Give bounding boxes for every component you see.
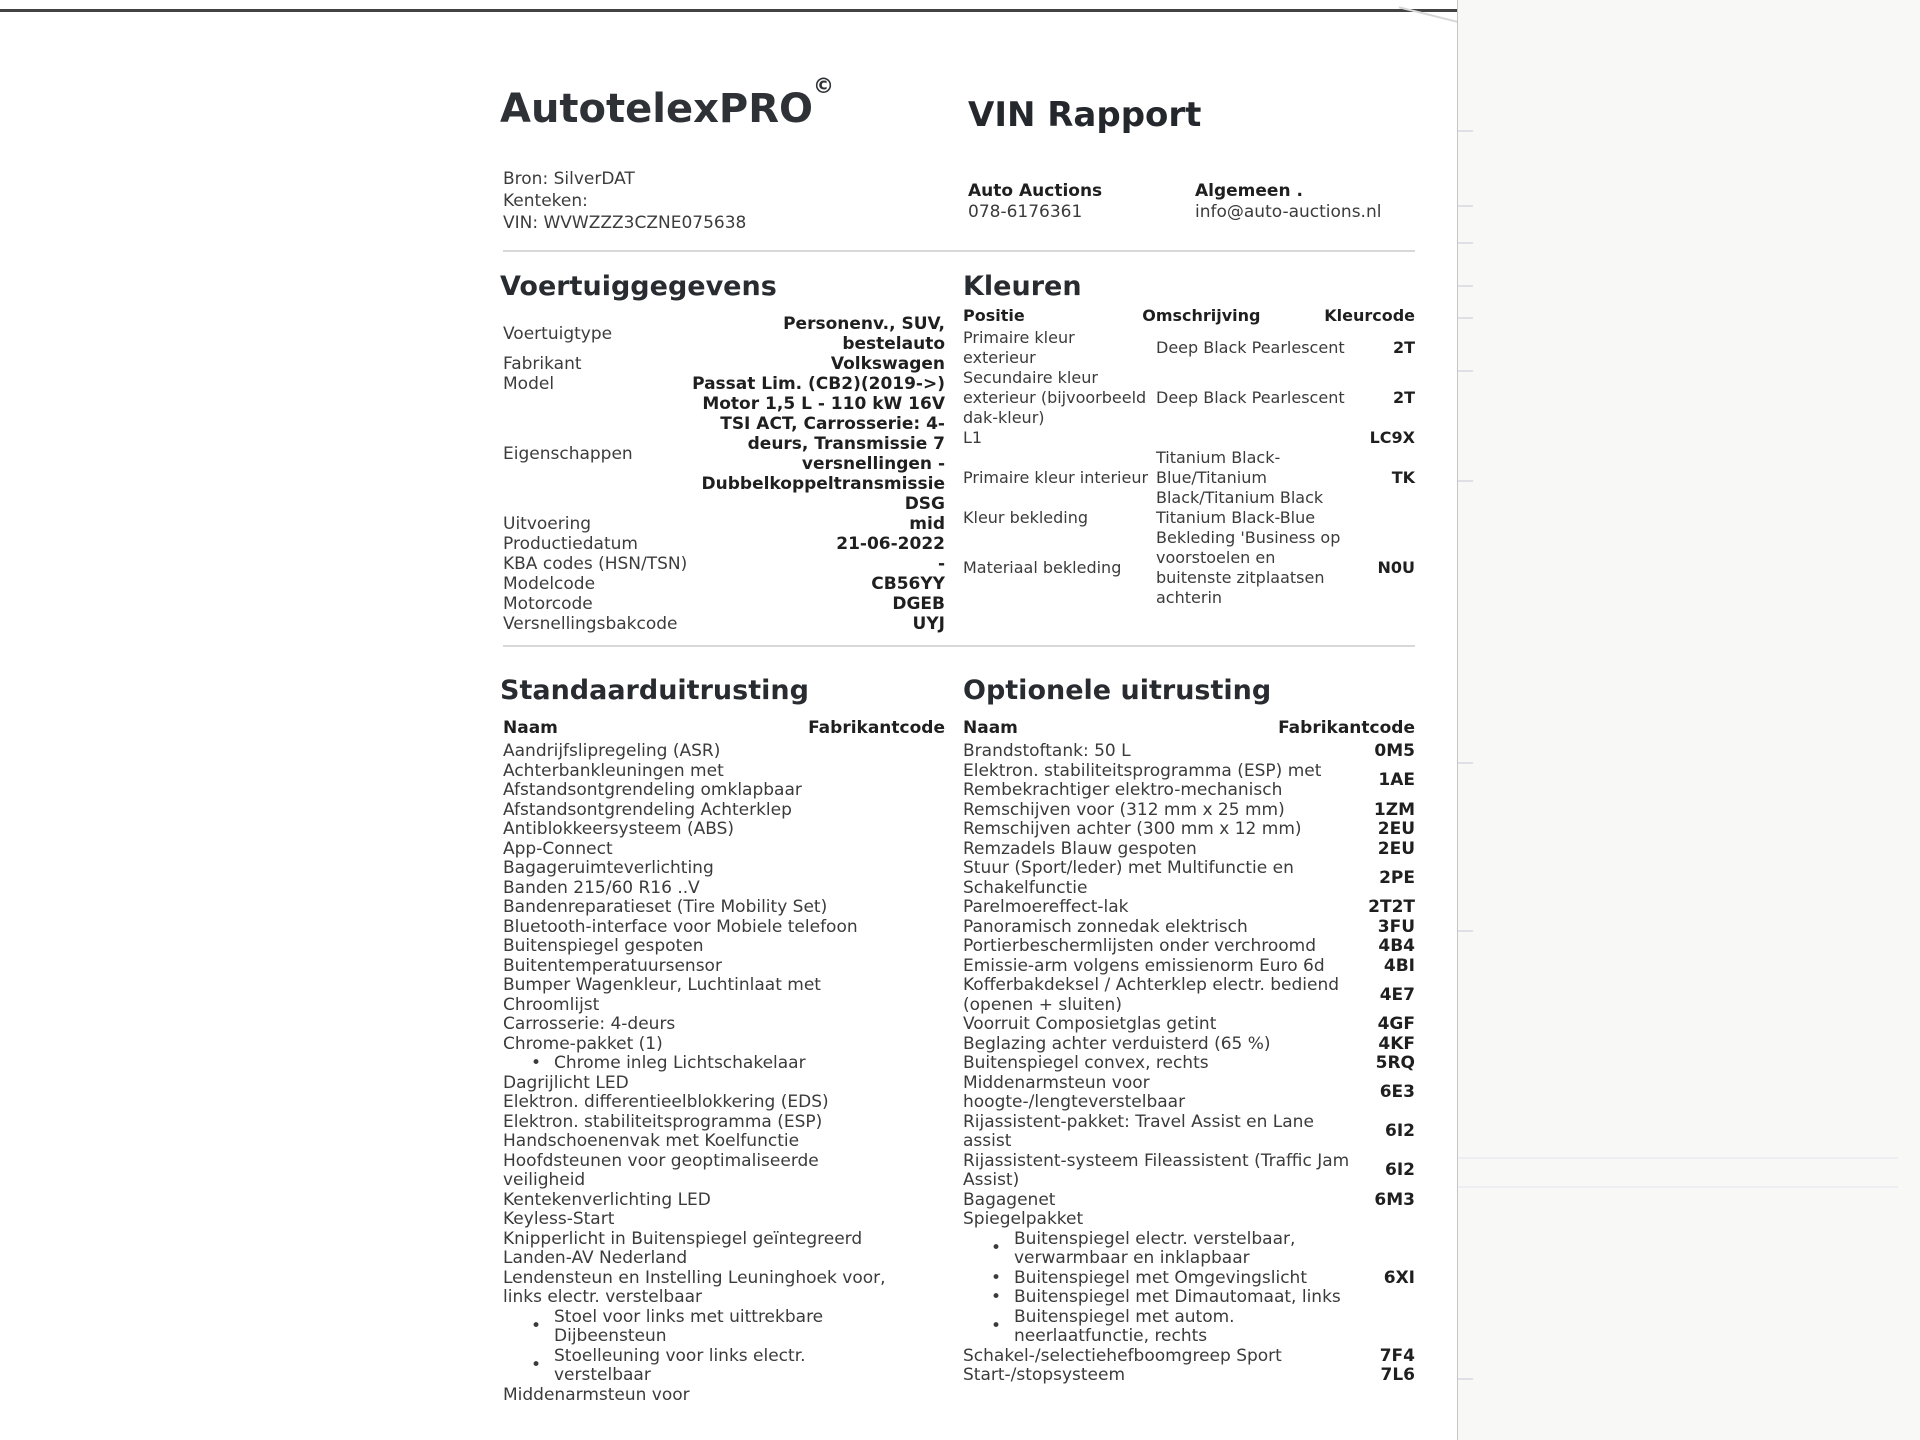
equipment-item-name: Knipperlicht in Buitenspiegel geïntegreerd bbox=[503, 1228, 863, 1249]
scan-right-margin bbox=[1457, 0, 1920, 1440]
vehicle-data-row bbox=[503, 354, 945, 374]
equipment-item-row bbox=[963, 820, 1415, 840]
equipment-item-name: Banden 215/60 R16 ..V bbox=[503, 877, 700, 898]
equipment-item-name: Remschijven achter (300 mm x 12 mm) bbox=[963, 819, 1302, 839]
equipment-item-row bbox=[503, 1035, 945, 1055]
equipment-subitem-row bbox=[503, 1308, 945, 1347]
bullet-icon: • bbox=[991, 1287, 1002, 1307]
equipment-item bbox=[503, 957, 945, 977]
colors-table-row bbox=[963, 508, 1415, 528]
equipment-item-name: Start-/stopsysteem bbox=[963, 1365, 1126, 1385]
vehicle-data-table bbox=[503, 314, 945, 634]
color-description: Deep Black Pearlescent bbox=[1156, 388, 1345, 407]
equipment-item-code: 6I2 bbox=[1385, 1121, 1415, 1142]
vehicle-data-value: DGEB bbox=[892, 594, 945, 614]
equipment-item bbox=[963, 1113, 1415, 1152]
equipment-item-name: Panoramisch zonnedak elektrisch bbox=[963, 916, 1248, 937]
equipment-item bbox=[963, 1054, 1415, 1074]
contact-block bbox=[968, 181, 1381, 223]
equipment-item-row bbox=[503, 957, 945, 977]
vehicle-data-value: - bbox=[937, 554, 945, 574]
equipment-item-row bbox=[963, 918, 1415, 938]
equipment-subitem-name: Buitenspiegel met Omgevingslicht bbox=[1014, 1267, 1307, 1288]
optional-name-header: Naam bbox=[963, 718, 1018, 738]
equipment-item-name: Keyless-Start bbox=[503, 1209, 615, 1229]
equipment-item bbox=[963, 1015, 1415, 1035]
vehicle-section-title: Voertuiggegevens bbox=[500, 271, 777, 302]
equipment-item bbox=[503, 918, 945, 938]
vehicle-data-value: Passat Lim. (CB2)(2019->) bbox=[692, 374, 945, 394]
colors-table-row bbox=[963, 368, 1415, 428]
colors-table-row bbox=[963, 428, 1415, 448]
vehicle-data-value: 21-06-2022 bbox=[836, 534, 945, 554]
scan-artifact-tick bbox=[1458, 242, 1473, 244]
colors-table bbox=[963, 306, 1415, 608]
equipment-item bbox=[503, 1210, 945, 1230]
vehicle-data-row bbox=[503, 614, 945, 634]
contact-email: info@auto-auctions.nl bbox=[1195, 202, 1382, 222]
equipment-item-name: Rijassistent-systeem Fileassistent (Traffic Jam Assist) bbox=[963, 1150, 1350, 1190]
vehicle-data-label: Versnellingsbakcode bbox=[503, 614, 678, 634]
equipment-item bbox=[503, 801, 945, 821]
standard-equipment-list bbox=[503, 742, 945, 1405]
equipment-item-row bbox=[503, 937, 945, 957]
vehicle-data-row bbox=[503, 574, 945, 594]
equipment-item-row bbox=[503, 1015, 945, 1035]
colors-header-description: Omschrijving bbox=[1142, 306, 1261, 325]
vehicle-data-row bbox=[503, 554, 945, 574]
color-code: LC9X bbox=[1369, 428, 1415, 447]
equipment-item bbox=[503, 976, 945, 1015]
equipment-item bbox=[963, 1152, 1415, 1191]
contact-department: Algemeen . bbox=[1195, 181, 1303, 201]
equipment-item-name: Brandstoftank: 50 L bbox=[963, 741, 1131, 761]
equipment-item bbox=[503, 898, 945, 918]
equipment-item-row bbox=[503, 1132, 945, 1152]
equipment-item-row bbox=[503, 1269, 945, 1308]
scan-artifact-tick bbox=[1458, 480, 1473, 482]
equipment-item-code: 6M3 bbox=[1374, 1189, 1415, 1210]
equipment-item-row bbox=[503, 859, 945, 879]
vehicle-data-value: Personenv., SUV, bestelauto bbox=[783, 314, 945, 354]
equipment-item-code: 7F4 bbox=[1379, 1345, 1415, 1366]
equipment-item-row bbox=[503, 1113, 945, 1133]
equipment-item-name: Portierbeschermlijsten onder verchroomd bbox=[963, 936, 1316, 956]
equipment-subitem-name: Buitenspiegel electr. verstelbaar, verwarmbaar en inklapbaar bbox=[1014, 1228, 1296, 1268]
equipment-item bbox=[963, 762, 1415, 801]
vehicle-data-label: KBA codes (HSN/TSN) bbox=[503, 554, 688, 574]
equipment-subitem-code: 6XI bbox=[1383, 1267, 1415, 1288]
vehicle-data-label: Motorcode bbox=[503, 594, 593, 614]
equipment-item-name: Remzadels Blauw gespoten bbox=[963, 838, 1197, 859]
standard-name-header: Naam bbox=[503, 718, 558, 738]
equipment-item-row bbox=[963, 1113, 1415, 1152]
equipment-item-row bbox=[503, 801, 945, 821]
equipment-subitem-row bbox=[963, 1288, 1415, 1308]
equipment-item bbox=[963, 801, 1415, 821]
vehicle-data-label: Productiedatum bbox=[503, 534, 638, 554]
equipment-item-code: 6E3 bbox=[1379, 1082, 1415, 1103]
equipment-item-row bbox=[503, 879, 945, 899]
equipment-item-row bbox=[963, 801, 1415, 821]
equipment-item-row bbox=[963, 957, 1415, 977]
equipment-item-name: Beglazing achter verduisterd (65 %) bbox=[963, 1033, 1271, 1054]
vehicle-data-label: Voertuigtype bbox=[503, 324, 613, 344]
equipment-item-row bbox=[503, 1249, 945, 1269]
equipment-item bbox=[503, 1249, 945, 1269]
vehicle-data-value: CB56YY bbox=[871, 574, 945, 594]
equipment-item-name: Elektron. stabiliteitsprogramma (ESP) met Rembekrachtiger elektro-mechanisch bbox=[963, 760, 1322, 800]
equipment-subitem-row bbox=[503, 1054, 945, 1074]
equipment-item bbox=[503, 840, 945, 860]
equipment-item bbox=[963, 1347, 1415, 1367]
equipment-item-row bbox=[503, 1386, 945, 1406]
equipment-item-row bbox=[963, 1054, 1415, 1074]
color-code: TK bbox=[1391, 468, 1415, 487]
color-description: Bekleding 'Business op voorstoelen en buitenste zitplaatsen achterin bbox=[1156, 528, 1341, 607]
equipment-item bbox=[963, 937, 1415, 957]
equipment-item-row bbox=[963, 742, 1415, 762]
source-info-line: VIN: WVWZZZ3CZNE075638 bbox=[503, 213, 747, 233]
equipment-item-name: Spiegelpakket bbox=[963, 1209, 1084, 1229]
equipment-item bbox=[963, 1074, 1415, 1113]
vehicle-data-row bbox=[503, 594, 945, 614]
equipment-item-code: 1AE bbox=[1378, 770, 1415, 791]
equipment-item bbox=[503, 1152, 945, 1191]
vehicle-data-label: Uitvoering bbox=[503, 514, 592, 534]
colors-table-row bbox=[963, 328, 1415, 368]
equipment-item-name: Achterbankleuningen met Afstandsontgrendeling omklapbaar bbox=[503, 760, 802, 800]
equipment-item-row bbox=[963, 1191, 1415, 1211]
scan-artifact-tick bbox=[1458, 762, 1473, 764]
color-position: Kleur bekleding bbox=[963, 508, 1089, 527]
standard-equipment-title: Standaarduitrusting bbox=[500, 675, 809, 706]
equipment-item bbox=[503, 820, 945, 840]
equipment-item-row bbox=[963, 840, 1415, 860]
copyright-icon: © bbox=[813, 73, 835, 98]
equipment-item bbox=[963, 957, 1415, 977]
equipment-subitem-name: Chrome inleg Lichtschakelaar bbox=[554, 1053, 806, 1073]
optional-equipment-header bbox=[963, 718, 1415, 738]
bullet-icon: • bbox=[991, 1316, 1002, 1337]
equipment-item-name: Bandenreparatieset (Tire Mobility Set) bbox=[503, 897, 828, 917]
equipment-item-code: 0M5 bbox=[1374, 741, 1415, 761]
equipment-item-name: Kofferbakdeksel / Achterklep electr. bediend (openen + sluiten) bbox=[963, 975, 1340, 1015]
equipment-item-row bbox=[503, 820, 945, 840]
equipment-item-code: 4BI bbox=[1383, 955, 1415, 976]
vehicle-data-row bbox=[503, 534, 945, 554]
scan-artifact-tick bbox=[1458, 130, 1473, 132]
equipment-item-name: Antiblokkeersysteem (ABS) bbox=[503, 819, 735, 839]
vehicle-data-value: Motor 1,5 L - 110 kW 16V TSI ACT, Carrosserie: 4-deurs, Transmissie 7 versnellingen - Dubbelkoppeltransmissie DSG bbox=[701, 394, 945, 514]
equipment-item-row bbox=[963, 1152, 1415, 1191]
equipment-item-name: Kentekenverlichting LED bbox=[503, 1189, 711, 1210]
optional-equipment-list bbox=[963, 742, 1415, 1386]
bullet-icon: • bbox=[531, 1316, 542, 1337]
equipment-item-row bbox=[963, 976, 1415, 1015]
equipment-item bbox=[963, 976, 1415, 1015]
equipment-item-name: Afstandsontgrendeling Achterklep bbox=[503, 799, 792, 820]
bullet-icon: • bbox=[531, 1053, 542, 1073]
bullet-icon: • bbox=[531, 1355, 542, 1376]
contact-general-column bbox=[1195, 181, 1381, 223]
standard-equipment-header bbox=[503, 718, 945, 738]
scan-artifact-line bbox=[1458, 1157, 1898, 1159]
equipment-item-row bbox=[503, 1191, 945, 1211]
vehicle-data-value: Volkswagen bbox=[830, 354, 945, 374]
bullet-icon: • bbox=[991, 1238, 1002, 1259]
color-description: Deep Black Pearlescent bbox=[1156, 338, 1345, 357]
scan-artifact-tick bbox=[1458, 930, 1473, 932]
equipment-item-row bbox=[503, 1152, 945, 1191]
equipment-item-name: Rijassistent-pakket: Travel Assist en Lane assist bbox=[963, 1111, 1314, 1151]
equipment-item-code: 4E7 bbox=[1379, 984, 1415, 1005]
optional-equipment-title: Optionele uitrusting bbox=[963, 675, 1272, 706]
equipment-item-row bbox=[963, 762, 1415, 801]
color-description: Titanium Black-Blue/Titanium Black/Titanium Black bbox=[1156, 448, 1324, 507]
equipment-item-name: Chrome-pakket (1) bbox=[503, 1033, 663, 1054]
contact-phone: 078-6176361 bbox=[968, 202, 1083, 222]
equipment-item bbox=[503, 1015, 945, 1035]
equipment-item-name: Middenarmsteun voor hoogte-/lengteverstelbaar bbox=[963, 1072, 1186, 1112]
vehicle-data-label: Eigenschappen bbox=[503, 444, 633, 464]
vehicle-data-row bbox=[503, 514, 945, 534]
equipment-item-name: Bagagenet bbox=[963, 1189, 1056, 1210]
brand-text: AutotelexPRO bbox=[500, 86, 814, 132]
equipment-item-row bbox=[963, 1015, 1415, 1035]
colors-table-row bbox=[963, 448, 1415, 508]
scan-artifact-tick bbox=[1458, 317, 1473, 319]
equipment-item-code: 3FU bbox=[1377, 916, 1415, 937]
equipment-item-code: 2T2T bbox=[1368, 897, 1415, 917]
vehicle-data-row bbox=[503, 314, 945, 354]
equipment-item bbox=[503, 859, 945, 879]
equipment-item-name: Aandrijfslipregeling (ASR) bbox=[503, 741, 721, 761]
scan-artifact-tick bbox=[1458, 285, 1473, 287]
equipment-item-code: 1ZM bbox=[1373, 799, 1415, 820]
equipment-item-name: Elektron. differentieelblokkering (EDS) bbox=[503, 1092, 829, 1112]
equipment-item-row bbox=[503, 1074, 945, 1094]
colors-table-header bbox=[963, 306, 1415, 326]
equipment-item-name: Landen-AV Nederland bbox=[503, 1248, 688, 1268]
equipment-item-name: Bluetooth-interface voor Mobiele telefoon bbox=[503, 916, 858, 937]
equipment-item-name: Handschoenenvak met Koelfunctie bbox=[503, 1131, 800, 1151]
colors-header-code: Kleurcode bbox=[1324, 306, 1415, 325]
equipment-item-name: Bagageruimteverlichting bbox=[503, 858, 714, 878]
scan-artifact-tick bbox=[1458, 1378, 1473, 1380]
equipment-item bbox=[503, 1191, 945, 1211]
equipment-subitem-name: Stoelleuning voor links electr. verstelbaar bbox=[554, 1345, 806, 1385]
equipment-item-code: 7L6 bbox=[1380, 1365, 1415, 1385]
equipment-item bbox=[963, 820, 1415, 840]
contact-company-column bbox=[968, 181, 1195, 223]
equipment-item-row bbox=[503, 840, 945, 860]
equipment-item-name: Buitentemperatuursensor bbox=[503, 955, 722, 976]
equipment-item bbox=[503, 1074, 945, 1094]
scan-artifact-tick bbox=[1458, 370, 1473, 372]
color-code: N0U bbox=[1377, 558, 1415, 577]
equipment-subitem-row bbox=[963, 1230, 1415, 1269]
section-divider-top bbox=[503, 250, 1415, 252]
equipment-item bbox=[503, 1035, 945, 1074]
color-description: Titanium Black-Blue bbox=[1156, 508, 1316, 527]
optional-code-header: Fabrikantcode bbox=[1278, 718, 1415, 738]
equipment-item bbox=[503, 1093, 945, 1113]
scan-artifact-tick bbox=[1458, 205, 1473, 207]
equipment-subitem-row bbox=[963, 1269, 1415, 1289]
equipment-item bbox=[503, 937, 945, 957]
colors-section-title: Kleuren bbox=[963, 271, 1082, 302]
equipment-item-name: App-Connect bbox=[503, 838, 613, 859]
vehicle-data-value: mid bbox=[909, 514, 945, 534]
equipment-item-row bbox=[963, 1035, 1415, 1055]
equipment-item bbox=[503, 1269, 945, 1386]
equipment-item bbox=[503, 1230, 945, 1250]
vehicle-data-label: Fabrikant bbox=[503, 354, 582, 374]
equipment-item bbox=[503, 1132, 945, 1152]
equipment-item bbox=[503, 742, 945, 762]
equipment-item-row bbox=[503, 1230, 945, 1250]
equipment-item bbox=[963, 1191, 1415, 1211]
equipment-subitem-name: Buitenspiegel met autom. neerlaatfunctie, rechts bbox=[1014, 1306, 1235, 1346]
equipment-item bbox=[963, 1366, 1415, 1386]
vehicle-data-row bbox=[503, 374, 945, 394]
colors-header-position: Positie bbox=[963, 306, 1025, 325]
vehicle-data-row bbox=[503, 394, 945, 514]
equipment-item bbox=[503, 1386, 945, 1406]
equipment-item-name: Buitenspiegel convex, rechts bbox=[963, 1053, 1209, 1073]
equipment-item-row bbox=[963, 859, 1415, 898]
equipment-item-row bbox=[963, 1366, 1415, 1386]
equipment-item-name: Carrosserie: 4-deurs bbox=[503, 1014, 676, 1034]
equipment-item-row bbox=[963, 1210, 1415, 1230]
color-position: Secundaire kleur exterieur (bijvoorbeeld dak-kleur) bbox=[963, 368, 1147, 427]
equipment-item-code: 2EU bbox=[1377, 819, 1415, 839]
equipment-item-name: Remschijven voor (312 mm x 25 mm) bbox=[963, 799, 1285, 820]
equipment-item-code: 6I2 bbox=[1385, 1160, 1415, 1181]
source-info-line: Kenteken: bbox=[503, 191, 588, 211]
section-divider-middle bbox=[503, 645, 1415, 647]
equipment-item-name: Bumper Wagenkleur, Luchtinlaat met Chroomlijst bbox=[503, 975, 821, 1015]
equipment-item-row bbox=[503, 762, 945, 801]
equipment-item-code: 2EU bbox=[1377, 838, 1415, 859]
report-title: VIN Rapport bbox=[968, 95, 1202, 135]
equipment-item bbox=[963, 918, 1415, 938]
source-info-line: Bron: SilverDAT bbox=[503, 169, 635, 189]
equipment-item-name: Buitenspiegel gespoten bbox=[503, 936, 704, 956]
equipment-item-name: Elektron. stabiliteitsprogramma (ESP) bbox=[503, 1111, 823, 1132]
equipment-item-row bbox=[503, 918, 945, 938]
equipment-item-row bbox=[503, 742, 945, 762]
equipment-item-name: Dagrijlicht LED bbox=[503, 1072, 629, 1093]
equipment-item-name: Lendensteun en Instelling Leuninghoek voor, links electr. verstelbaar bbox=[503, 1267, 886, 1307]
equipment-item-name: Emissie-arm volgens emissienorm Euro 6d bbox=[963, 955, 1325, 976]
vehicle-data-label: Model bbox=[503, 374, 555, 394]
equipment-subitem-name: Stoel voor links met uittrekbare Dijbeensteun bbox=[554, 1306, 824, 1346]
brand-title bbox=[500, 73, 835, 132]
equipment-item bbox=[963, 1210, 1415, 1347]
bullet-icon: • bbox=[991, 1267, 1002, 1288]
equipment-item-row bbox=[503, 976, 945, 1015]
equipment-item bbox=[503, 879, 945, 899]
contact-company-name: Auto Auctions bbox=[968, 181, 1103, 201]
equipment-item bbox=[963, 840, 1415, 860]
equipment-subitem-row bbox=[963, 1308, 1415, 1347]
equipment-item-row bbox=[503, 1210, 945, 1230]
color-position: Primaire kleur exterieur bbox=[963, 328, 1075, 367]
vehicle-data-value: UYJ bbox=[912, 614, 945, 634]
equipment-item bbox=[963, 1035, 1415, 1055]
equipment-item-name: Hoofdsteunen voor geoptimaliseerde veiligheid bbox=[503, 1150, 819, 1190]
equipment-item-row bbox=[963, 937, 1415, 957]
color-code: 2T bbox=[1392, 338, 1415, 357]
scan-top-edge-line bbox=[0, 9, 1460, 12]
color-position: Materiaal bekleding bbox=[963, 558, 1122, 577]
equipment-item bbox=[963, 742, 1415, 762]
color-position: Primaire kleur interieur bbox=[963, 468, 1149, 487]
equipment-item bbox=[963, 898, 1415, 918]
color-position: L1 bbox=[963, 428, 983, 447]
color-code: 2T bbox=[1392, 388, 1415, 407]
equipment-item-name: Middenarmsteun voor bbox=[503, 1384, 690, 1405]
equipment-item-row bbox=[963, 1347, 1415, 1367]
source-info-block bbox=[503, 168, 746, 234]
equipment-item-row bbox=[503, 898, 945, 918]
equipment-subitem-name: Buitenspiegel met Dimautomaat, links bbox=[1014, 1287, 1341, 1307]
equipment-item-code: 4KF bbox=[1378, 1033, 1415, 1054]
scan-artifact-line bbox=[1458, 1186, 1898, 1188]
equipment-item-code: 5RQ bbox=[1375, 1053, 1415, 1073]
colors-table-row bbox=[963, 528, 1415, 608]
standard-code-header: Fabrikantcode bbox=[808, 718, 945, 738]
equipment-item bbox=[503, 762, 945, 801]
equipment-item-name: Schakel-/selectiehefboomgreep Sport bbox=[963, 1345, 1282, 1366]
equipment-item-code: 2PE bbox=[1379, 867, 1415, 888]
equipment-item-row bbox=[963, 898, 1415, 918]
equipment-item-row bbox=[503, 1093, 945, 1113]
equipment-subitem-row bbox=[503, 1347, 945, 1386]
equipment-item bbox=[963, 859, 1415, 898]
equipment-item bbox=[503, 1113, 945, 1133]
equipment-item-name: Voorruit Composietglas getint bbox=[963, 1014, 1217, 1034]
vehicle-data-label: Modelcode bbox=[503, 574, 596, 594]
equipment-item-code: 4B4 bbox=[1378, 936, 1415, 956]
equipment-item-name: Parelmoereffect-lak bbox=[963, 897, 1129, 917]
equipment-item-name: Stuur (Sport/leder) met Multifunctie en Schakelfunctie bbox=[963, 858, 1294, 898]
equipment-item-row bbox=[963, 1074, 1415, 1113]
equipment-item-code: 4GF bbox=[1377, 1014, 1415, 1034]
